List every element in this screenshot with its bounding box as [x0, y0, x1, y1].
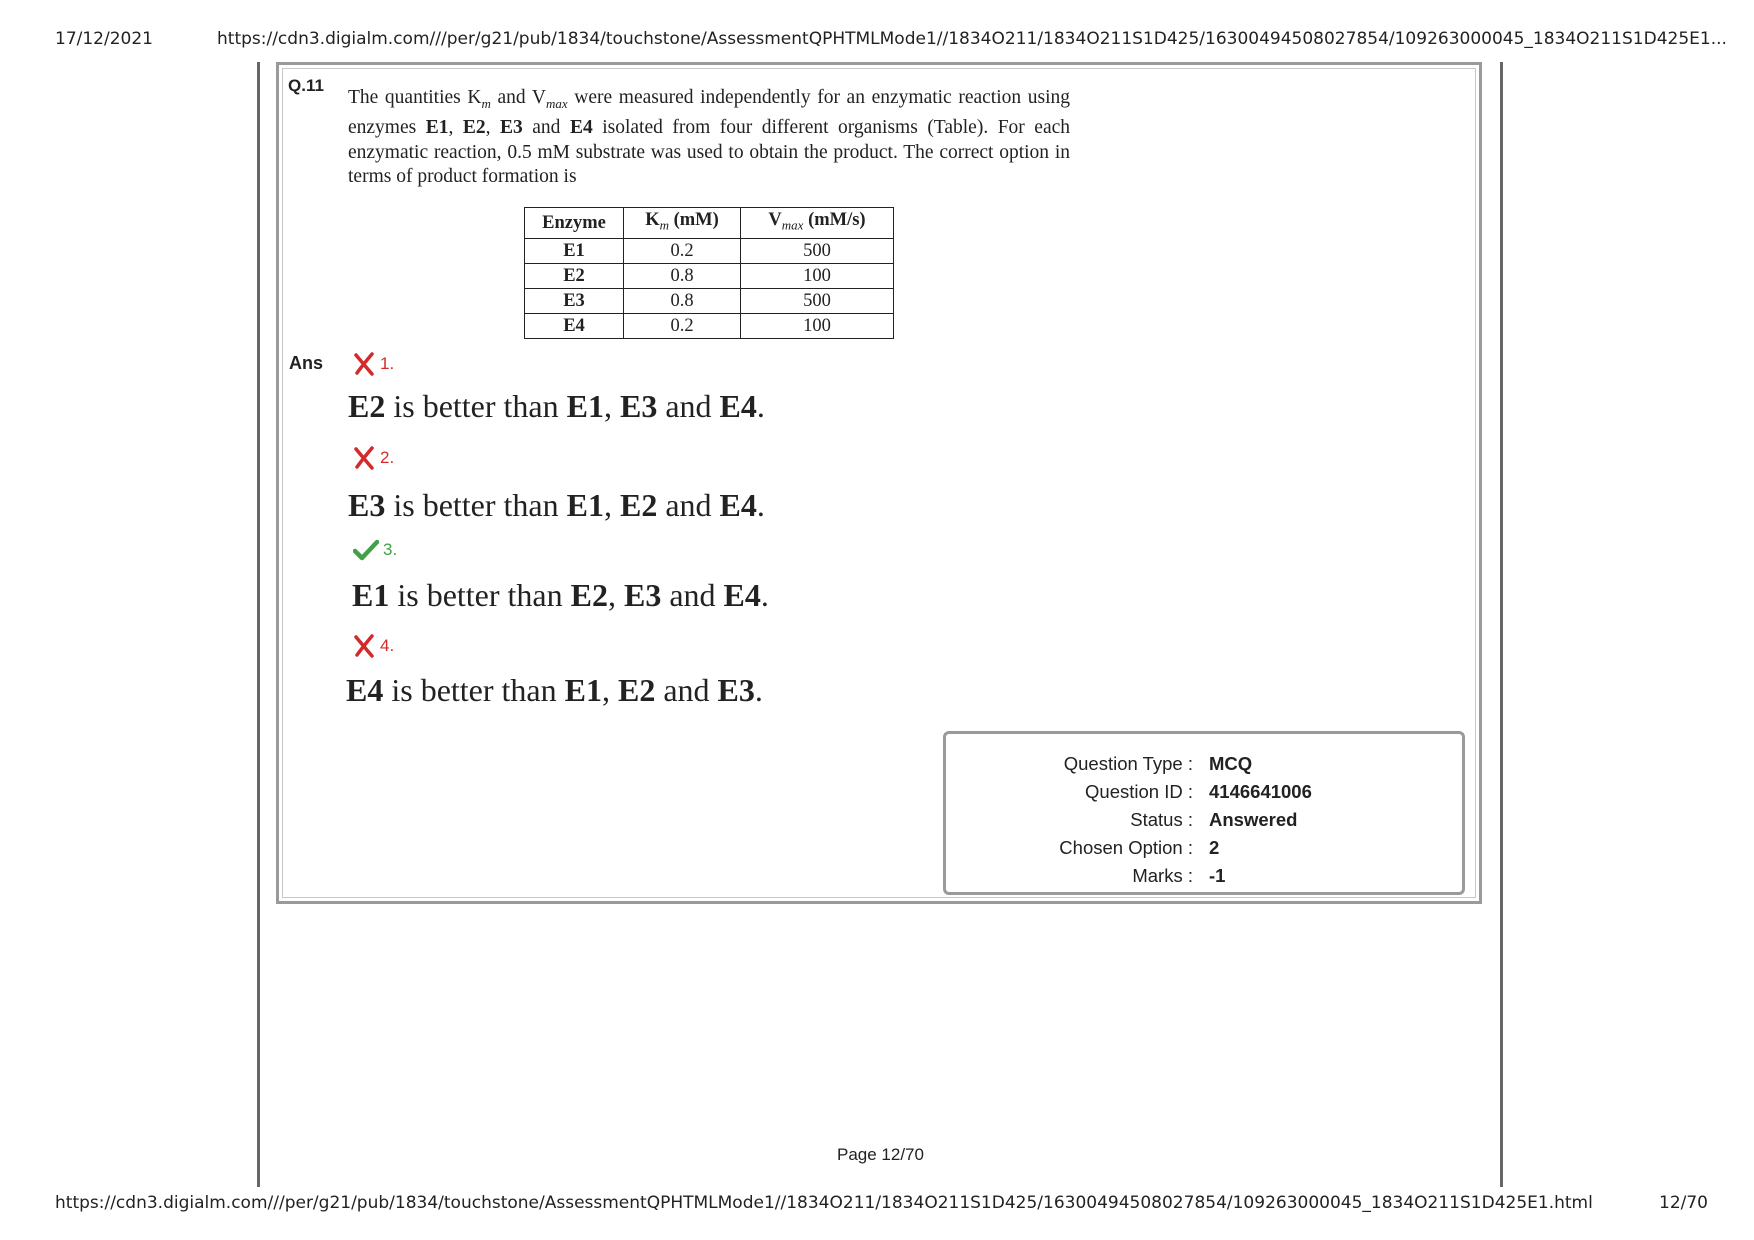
option-3-marker [353, 539, 397, 561]
info-label: Chosen Option : [1059, 837, 1193, 858]
column-header-vmax [741, 208, 894, 239]
option-enzyme: E4 [719, 487, 757, 523]
option-enzyme: E4 [723, 577, 761, 613]
info-row-question-type [946, 753, 1462, 781]
stem-text: and [522, 117, 570, 139]
cell-vmax: 100 [741, 263, 894, 288]
option-separator: and [661, 577, 724, 613]
stem-text: , [448, 117, 463, 139]
option-phrase: is better than [385, 487, 567, 523]
cell-km: 0.2 [624, 238, 741, 263]
option-phrase: is better than [389, 577, 571, 613]
option-separator: and [655, 672, 718, 708]
info-value: -1 [1209, 865, 1226, 886]
cross-icon [352, 446, 376, 470]
vmax-header-unit: (mM/s) [803, 210, 866, 230]
info-row-marks [946, 865, 1462, 893]
info-label: Question Type : [1063, 753, 1193, 774]
info-value: Answered [1209, 809, 1298, 830]
info-label: Status : [1130, 809, 1193, 830]
option-2-text [348, 487, 765, 524]
info-row-chosen-option [946, 837, 1462, 865]
option-separator: , [601, 672, 618, 708]
option-enzyme: E1 [564, 672, 602, 708]
info-label: Question ID : [1085, 781, 1193, 802]
stem-enzyme-e4: E4 [569, 117, 593, 139]
cell-enzyme: E4 [525, 313, 624, 338]
stem-enzyme-e3: E3 [500, 117, 523, 139]
table-header-row [525, 208, 894, 239]
option-lead-enzyme: E1 [352, 577, 390, 613]
table-row [525, 313, 894, 338]
option-enzyme: E2 [619, 487, 658, 523]
column-header-km [624, 208, 741, 239]
vmax-subscript: max [545, 95, 568, 111]
option-separator: and [657, 388, 720, 424]
option-3-text [352, 577, 769, 614]
option-separator: and [657, 487, 720, 523]
cell-enzyme: E1 [525, 238, 624, 263]
enzyme-kinetics-table [524, 207, 894, 339]
option-1-text [348, 388, 765, 425]
column-header-enzyme: Enzyme [525, 208, 624, 239]
option-number: 4. [380, 636, 395, 655]
option-period: . [756, 388, 765, 424]
stem-enzyme-e2: E2 [462, 117, 486, 139]
option-enzyme: E2 [570, 577, 608, 613]
stem-text: The quantities K [348, 87, 482, 108]
option-phrase: is better than [385, 388, 567, 424]
stem-text: and V [490, 87, 546, 108]
info-value: 4146641006 [1209, 781, 1312, 802]
option-enzyme: E3 [717, 672, 755, 708]
print-footer-page: 12/70 [1659, 1193, 1708, 1213]
page-number-label: Page 12/70 [837, 1145, 924, 1164]
question-info-box [943, 731, 1465, 895]
option-enzyme: E3 [623, 577, 662, 613]
km-header-subscript: m [659, 217, 669, 233]
option-enzyme: E2 [617, 672, 656, 708]
stem-text: were measured independently for an enzymatic reaction using enzymes [348, 87, 1071, 139]
check-icon [353, 539, 379, 561]
option-number: 1. [380, 354, 395, 373]
stem-enzyme-e1: E1 [425, 117, 449, 139]
option-separator: , [607, 577, 624, 613]
table-row [525, 263, 894, 288]
option-2-marker [352, 446, 394, 470]
info-row-status [946, 809, 1462, 837]
option-lead-enzyme: E2 [348, 388, 386, 424]
km-header-unit: (mM) [668, 210, 719, 230]
option-lead-enzyme: E3 [348, 487, 386, 523]
question-number: Q.11 [288, 76, 324, 95]
info-value: 2 [1209, 837, 1220, 858]
print-header-url[interactable]: https://cdn3.digialm.com///per/g21/pub/1834/touchstone/AssessmentQPHTMLMode1//1834O211/1834O211S1D425/16300494508027854/109263000045_1834O211S1D425E1... [217, 29, 1727, 49]
option-enzyme: E1 [566, 487, 604, 523]
option-period: . [756, 487, 765, 523]
option-enzyme: E1 [566, 388, 604, 424]
question-stem [348, 86, 1070, 190]
cross-icon [352, 352, 376, 376]
cell-vmax: 500 [741, 238, 894, 263]
cell-vmax: 500 [741, 288, 894, 313]
print-footer-url[interactable]: https://cdn3.digialm.com///per/g21/pub/1834/touchstone/AssessmentQPHTMLMode1//1834O211/1834O211S1D425/16300494508027854/109263000045_1834O211S1D425E1.html [55, 1193, 1593, 1213]
cross-icon [352, 634, 376, 658]
stem-text: , [485, 117, 501, 139]
option-separator: , [603, 388, 620, 424]
stem-text: isolated from four different organisms (Table). For each enzymatic reaction, 0.5 mM substrate was used to obtain the product. The correct option in terms of product formation is [348, 117, 1071, 188]
option-separator: , [603, 487, 620, 523]
cell-enzyme: E3 [525, 288, 624, 313]
cell-km: 0.2 [624, 313, 741, 338]
option-period: . [754, 672, 763, 708]
info-row-question-id [946, 781, 1462, 809]
answer-label: Ans [289, 353, 324, 373]
vmax-header-subscript: max [781, 217, 804, 233]
cell-km: 0.8 [624, 263, 741, 288]
cell-km: 0.8 [624, 288, 741, 313]
info-label: Marks : [1132, 865, 1193, 886]
print-date: 17/12/2021 [55, 29, 153, 49]
cell-vmax: 100 [741, 313, 894, 338]
cell-enzyme: E2 [525, 263, 624, 288]
right-margin-line [1500, 62, 1503, 1187]
option-period: . [760, 577, 769, 613]
option-phrase: is better than [383, 672, 565, 708]
option-number: 3. [383, 540, 398, 559]
option-1-marker [352, 352, 394, 376]
left-margin-line [257, 62, 260, 1187]
option-lead-enzyme: E4 [346, 672, 384, 708]
vmax-header-symbol: V [768, 210, 782, 230]
option-enzyme: E3 [619, 388, 658, 424]
option-4-marker [352, 634, 394, 658]
option-enzyme: E4 [719, 388, 757, 424]
table-row [525, 288, 894, 313]
km-subscript: m [481, 95, 491, 111]
table-row [525, 238, 894, 263]
option-number: 2. [380, 448, 395, 467]
info-value: MCQ [1209, 753, 1253, 774]
option-4-text [346, 672, 763, 709]
km-header-symbol: K [645, 210, 660, 230]
